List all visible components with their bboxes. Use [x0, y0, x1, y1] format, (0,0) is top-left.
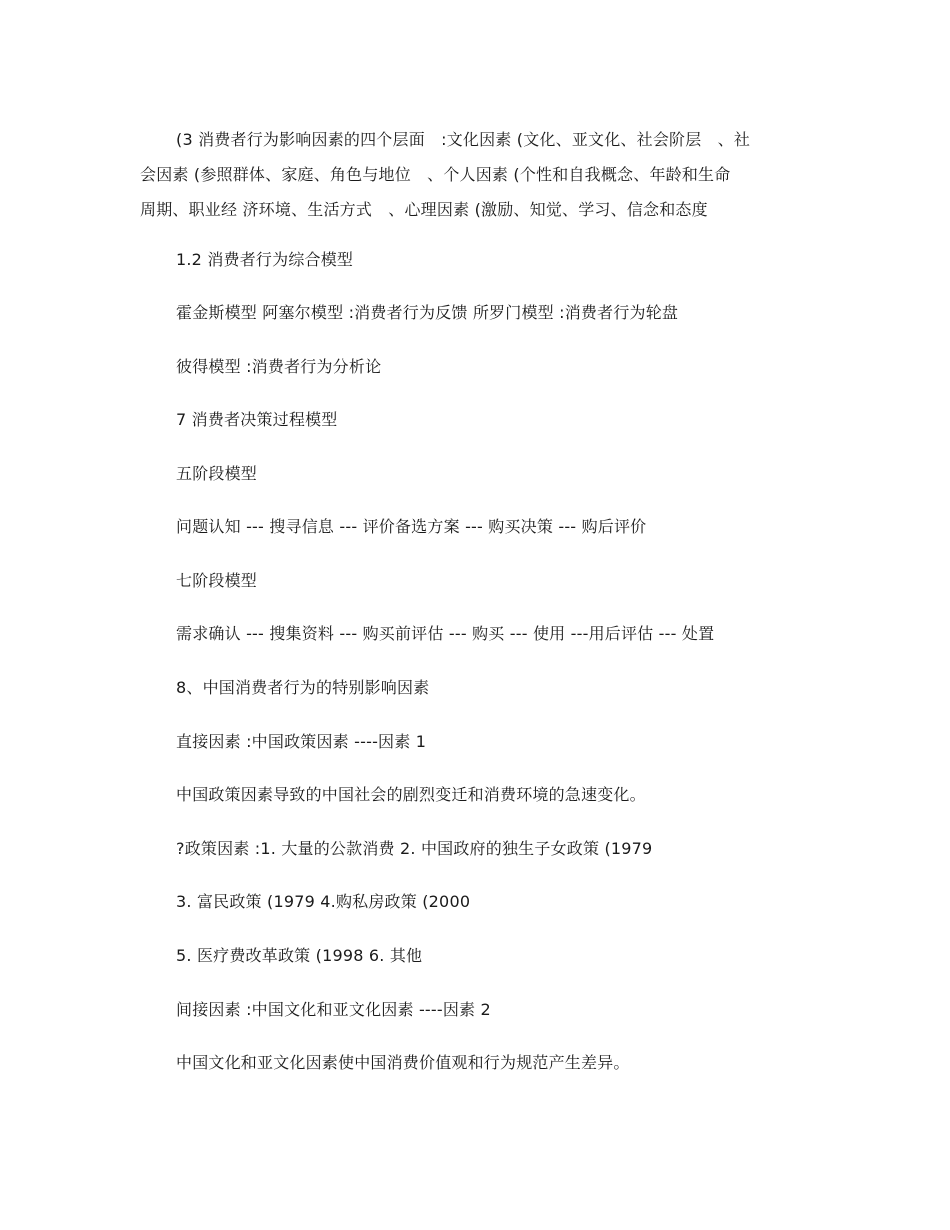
paragraph-policy-list-1: ?政策因素 :1. 大量的公款消费 2. 中国政府的独生子女政策 (1979	[176, 839, 653, 858]
subheading-seven-stage: 七阶段模型	[176, 571, 258, 590]
intro-line-3: 周期、职业经 济环境、生活方式 、心理因素 (激励、知觉、学习、信念和态度	[140, 200, 708, 219]
paragraph-culture-impact: 中国文化和亚文化因素使中国消费价值观和行为规范产生差异。	[176, 1053, 630, 1072]
paragraph-policy-impact: 中国政策因素导致的中国社会的剧烈变迁和消费环境的急速变化。	[176, 785, 646, 804]
subheading-five-stage: 五阶段模型	[176, 464, 258, 483]
paragraph-indirect-factor: 间接因素 :中国文化和亚文化因素 ----因素 2	[176, 1000, 491, 1019]
intro-paragraph	[140, 122, 800, 227]
paragraph-direct-factor: 直接因素 :中国政策因素 ----因素 1	[176, 732, 427, 751]
paragraph-policy-list-3: 5. 医疗费改革政策 (1998 6. 其他	[176, 946, 423, 965]
section-heading-1-2: 1.2 消费者行为综合模型	[176, 250, 354, 269]
paragraph-peter-model: 彼得模型 :消费者行为分析论	[176, 357, 382, 376]
intro-line-2: 会因素 (参照群体、家庭、角色与地位 、个人因素 (个性和自我概念、年龄和生命	[140, 165, 731, 184]
paragraph-models: 霍金斯模型 阿塞尔模型 :消费者行为反馈 所罗门模型 :消费者行为轮盘	[176, 303, 679, 322]
paragraph-seven-stage-steps: 需求确认 --- 搜集资料 --- 购买前评估 --- 购买 --- 使用 ---用后评估 --- 处置	[176, 624, 715, 643]
intro-line-1: (3 消费者行为影响因素的四个层面 :文化因素 (文化、亚文化、社会阶层 、社	[176, 130, 751, 149]
paragraph-policy-list-2: 3. 富民政策 (1979 4.购私房政策 (2000	[176, 892, 471, 911]
section-heading-7: 7 消费者决策过程模型	[176, 410, 338, 429]
paragraph-five-stage-steps: 问题认知 --- 搜寻信息 --- 评价备选方案 --- 购买决策 --- 购后评价	[176, 517, 647, 536]
section-heading-8: 8、中国消费者行为的特别影响因素	[176, 678, 430, 697]
